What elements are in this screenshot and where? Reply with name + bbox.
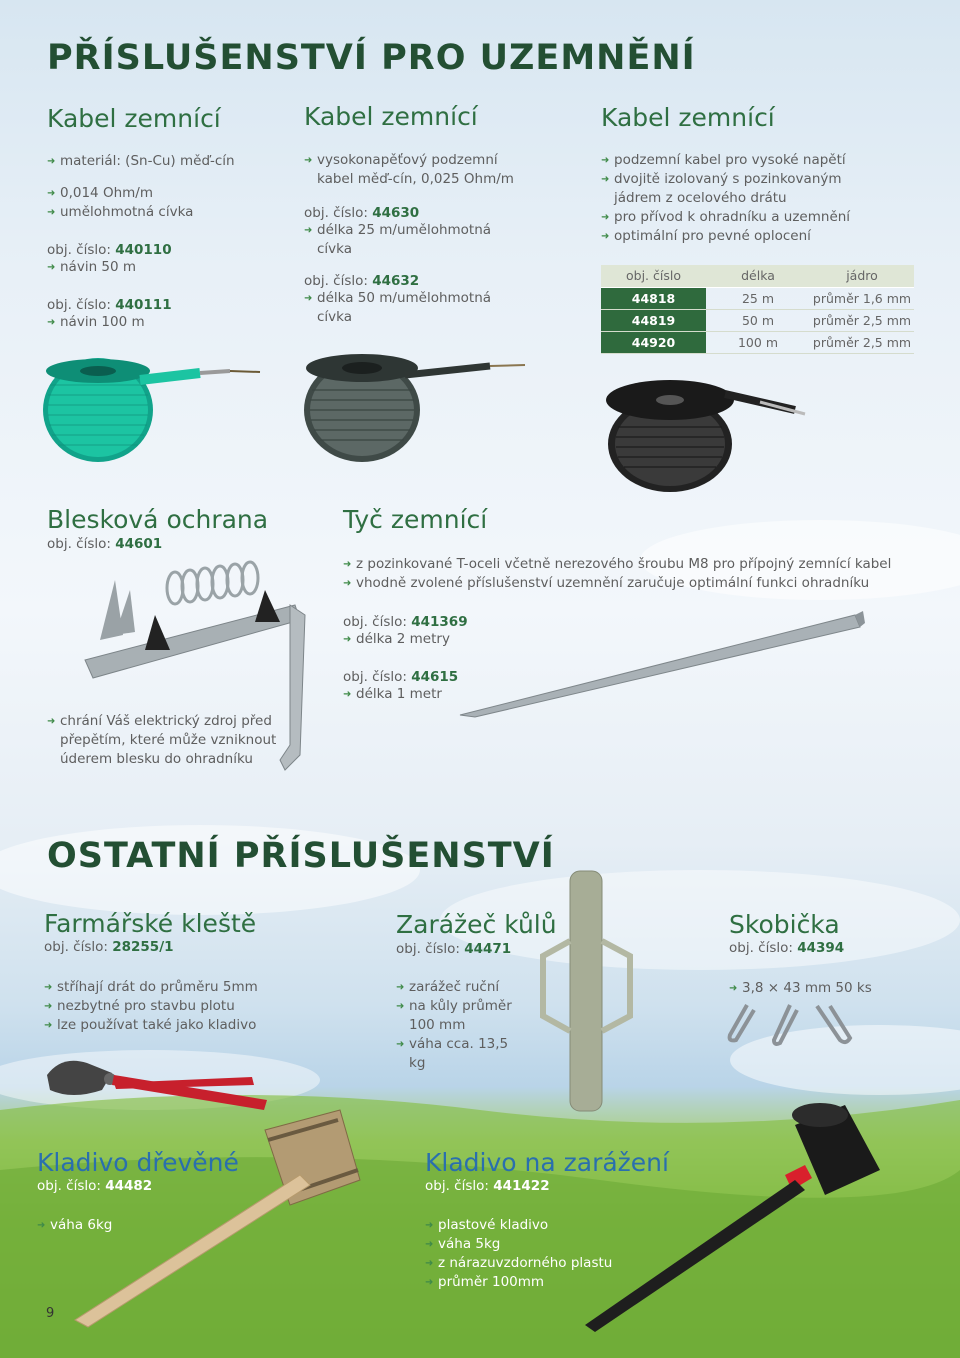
table-cell: 100 m [706,331,810,353]
table-cell: průměr 2,5 mm [810,309,914,331]
ground-rod-image [455,605,865,725]
list-item: ➜ vhodně zvolené příslušenství uzemnění zaručuje optimální funkci ohradníku [343,574,923,593]
lightning-code: obj. číslo: 44601 [47,536,163,552]
cable1-info [47,152,277,332]
list-item: ➜ délka 2 metry [343,630,543,649]
list-item: ➜ pro přívod k ohradníku a uzemnění [601,208,871,227]
cable1-bullets-a [47,152,277,171]
list-item: ➜ váha 5kg [425,1235,645,1254]
list-item: ➜ umělohmotná cívka [47,203,277,222]
section-title-grounding: PŘÍSLUŠENSTVÍ PRO UZEMNĚNÍ [47,38,696,78]
list-item: ➜ průměr 100mm [425,1273,645,1292]
green-cable-reel-image [40,355,270,475]
wooden-hammer-image [60,1105,370,1330]
staple-title: Skobička [729,910,840,939]
rod-code2: obj. číslo: 44615 [343,669,459,685]
list-item: ➜ dvojitě izolovaný s pozinkovaným jádrem z ocelového drátu [601,170,871,208]
rod-code1: obj. číslo: 441369 [343,614,468,630]
cable1-title: Kabel zemnící [47,104,221,133]
table-cell: průměr 2,5 mm [810,331,914,353]
cable1-code2: obj. číslo: 440111 [47,297,172,313]
pliers-title: Farmářské kleště [44,909,257,938]
list-item: ➜ délka 1 metr [343,685,543,704]
table-cell: 50 m [706,309,810,331]
list-item: ➜ 3,8 × 43 mm 50 ks [729,979,929,998]
list-item: ➜ návin 50 m [47,258,277,277]
list-item: ➜ na kůly průměr 100 mm [396,997,526,1035]
cable1-bullets-b [47,184,277,222]
cable1-code1: obj. číslo: 440110 [47,242,172,258]
plastichammer-title: Kladivo na zarážení [425,1148,669,1177]
list-item: ➜ z pozinkované T-oceli včetně nerezového šroubu M8 pro přípojný zemnící kabel [343,555,923,574]
plastic-hammer-image [570,1100,910,1335]
table-cell: průměr 1,6 mm [810,287,914,309]
list-item: ➜ vysokonapěťový podzemní kabel měď-cín, 0,025 Ohm/m [304,151,534,189]
woodhammer-title: Kladivo dřevěné [37,1148,239,1177]
staples-image [722,1000,862,1052]
cable2-info [304,151,534,327]
table-cell: 44920 [601,331,706,353]
pliers-code: obj. číslo: 28255/1 [44,939,174,955]
list-item: ➜ návin 100 m [47,313,277,332]
cable3-spec-table [601,265,914,354]
list-item: ➜ délka 25 m/umělohmotná cívka [304,221,504,259]
lightning-title: Blesková ochrana [47,505,269,534]
plastichammer-code: obj. číslo: 441422 [425,1178,550,1194]
cable3-bullets [601,151,871,246]
cable2-code1: obj. číslo: 44630 [304,205,420,221]
grey-cable-reel-image [300,340,540,470]
table-row [601,309,914,331]
list-item: ➜ podzemní kabel pro vysoké napětí [601,151,871,170]
list-item: ➜ z nárazuvzdorného plastu [425,1254,645,1273]
driver-bullets [396,978,526,1073]
woodhammer-code: obj. číslo: 44482 [37,1178,153,1194]
list-item: ➜ 0,014 Ohm/m [47,184,277,203]
pliers-bullets [44,978,314,1035]
table-header-row [601,265,914,287]
lightning-desc [47,712,277,769]
list-item: ➜ nezbytné pro stavbu plotu [44,997,314,1016]
page-number: 9 [46,1306,55,1321]
table-header-cell: jádro [810,265,914,287]
rod-bullets [343,555,923,593]
list-item: ➜ lze používat také jako kladivo [44,1016,314,1035]
section-title-other: OSTATNÍ PŘÍSLUŠENSTVÍ [47,836,555,876]
list-item: ➜ váha cca. 13,5 kg [396,1035,526,1073]
table-header-cell: obj. číslo [601,265,706,287]
table-row [601,287,914,309]
driver-code: obj. číslo: 44471 [396,941,512,957]
list-item: ➜ materiál: (Sn-Cu) měď-cín [47,152,277,171]
table-cell: 25 m [706,287,810,309]
cable2-code2: obj. číslo: 44632 [304,273,420,289]
list-item: ➜ chrání Váš elektrický zdroj před přepětím, které může vzniknout úderem blesku do ohradníku [47,712,277,769]
table-cell: 44818 [601,287,706,309]
table-row [601,331,914,353]
table-cell: 44819 [601,309,706,331]
staple-code: obj. číslo: 44394 [729,940,845,956]
cable3-title: Kabel zemnící [601,103,775,132]
list-item: ➜ optimální pro pevné oplocení [601,227,871,246]
list-item: ➜ váha 6kg [37,1216,187,1235]
table-header-cell: délka [706,265,810,287]
rod-title: Tyč zemnící [343,505,488,534]
staple-bullets [729,979,929,998]
list-item: ➜ stříhají drát do průměru 5mm [44,978,314,997]
cable2-title: Kabel zemnící [304,102,478,131]
black-cable-reel-image [600,372,820,497]
post-driver-image [535,866,645,1114]
list-item: ➜ plastové kladivo [425,1216,645,1235]
list-item: ➜ délka 50 m/umělohmotná cívka [304,289,504,327]
list-item: ➜ zarážeč ruční [396,978,526,997]
driver-title: Zarážeč kůlů [396,910,557,939]
